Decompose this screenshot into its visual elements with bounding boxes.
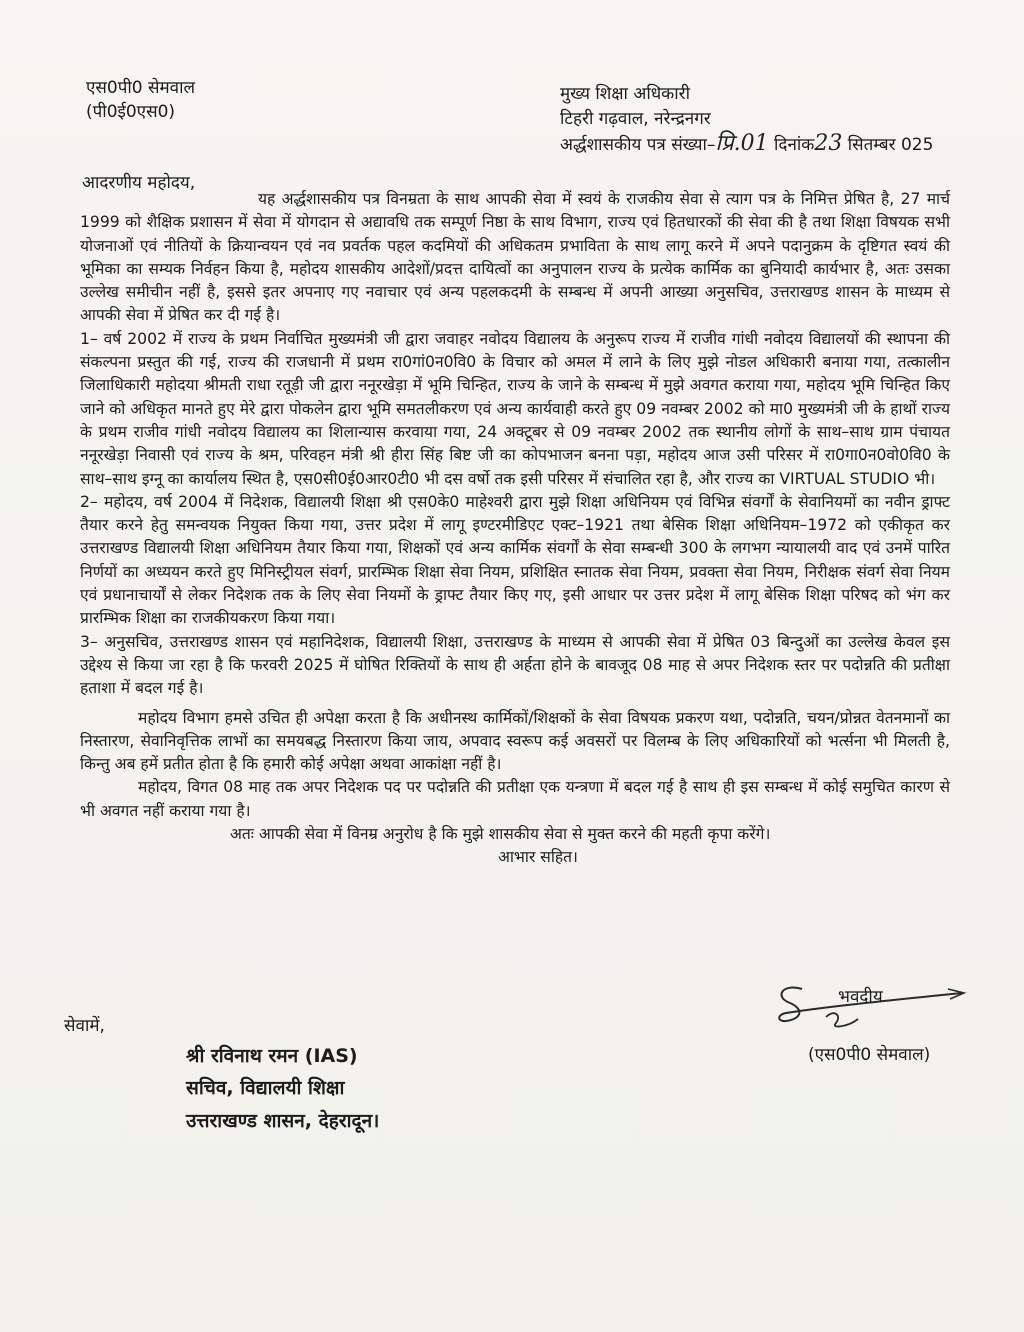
paragraph-point-3: 3– अनुसचिव, उत्तराखण्ड शासन एवं महानिदेशक, विद्यालयी शिक्षा, उत्तराखण्ड के माध्यम से आपकी सेवा में प्रेषित 03 बिन्दुओं का उल्लेख केवल इस उद्देश्य से किया जा रहा है कि फरवरी 2025 में घोषित रिक्तियों के साथ ही अर्हता होने के बावजूद 08 माह से अपर निदेशक स्तर पर पदोन्नति की प्रतीक्षा हताशा में बदल गई है। <box>80 632 950 698</box>
paragraph-promotion-wait: महोदय, विगत 08 माह तक अपर निदेशक पद पर पदोन्नति की प्रतीक्षा एक यन्त्रणा में बदल गई है साथ ही इस सम्बन्ध में कोई समुचित कारण से भी अवगत नहीं कराया गया है। <box>80 778 950 820</box>
paragraph-point-1: 1– वर्ष 2002 में राज्य के प्रथम निर्वाचित मुख्यमंत्री जी द्वारा जवाहर नवोदय विद्यालय के अनुरूप राज्य में राजीव गांधी नवोदय विद्यालयों की स्थापना की संकल्पना प्रस्तुत की गई, राज्य की राजधानी में प्रथम रा0गां0न0वि0 के विचार को अमल में लाने के लिए मुझे नोडल अधिकारी बनाया गया, तत्कालीन जिलाधिकारी महोदया श्रीमती राधा रतूड़ी जी द्वारा ननूरखेड़ा में भूमि चिन्हित, राज्य के जाने के सम्बन्ध में मुझे अवगत कराया गया, महोदय भूमि चिन्हित किए जाने को अधिकृत मानते हुए मेरे द्वारा पोकलेन द्वारा भूमि समतलीकरण एवं अन्य कार्यवाही करते हुए 09 नवम्बर 2002 को मा0 मुख्यमंत्री जी के हाथों राज्य के प्रथम राजीव गांधी नवोदय विद्यालय का शिलान्यास करवाया गया, 24 अक्टूबर से 09 नवम्बर 2002 तक स्थानीय लोगों के साथ–साथ ग्राम पंचायत ननूरखेड़ा निवासी एवं राज्य के श्रम, परिवहन मंत्री श्री हीरा सिंह बिष्ट जी का कोपभाजन बनना पड़ा, महोदय आज उसी परिसर में रा0गा0न0वो0वि0 के साथ–साथ इग्नू का कार्यालय स्थित है, एस0सी0ई0आर0टी0 भी दस वर्षो तक इसी परिसर में संचालित रहा है, और राज्य का VIRTUAL STUDIO भी। <box>80 329 950 488</box>
closing-line: आभार सहित। <box>498 848 578 867</box>
reference-line <box>560 132 933 157</box>
paragraph-request: अतः आपकी सेवा में विनम्र अनुरोध है कि मुझे शासकीय सेवा से मुक्त करने की महती कृपा करेंगे। <box>230 825 771 844</box>
ref-label: अर्द्धशासकीय पत्र संख्या– <box>560 135 716 155</box>
date-month-year: सितम्बर 025 <box>847 135 934 155</box>
paragraph-expectation: महोदय विभाग हमसे उचित ही अपेक्षा करता है कि अधीनस्थ कार्मिकों/शिक्षकों के सेवा विषयक प्रकरण यथा, पदोन्नति, चयन/प्रोन्नत वेतनमानों का निस्तारण, सेवानिवृत्तिक लाभों का समयबद्ध निस्तारण किया जाय, अपवाद स्वरूप कई अवसरों पर विलम्ब के लिए अधिकारियों को भर्त्सना भी मिलती है, किन्तु अब हमें प्रतीत होता है कि हमारी कोई अपेक्षा अथवा आकांक्षा नहीं है। <box>80 708 950 774</box>
sender-block <box>86 76 195 124</box>
sender-name: एस0पी0 सेमवाल <box>86 78 196 98</box>
office-header-block <box>560 82 933 157</box>
salutation: आदरणीय महोदय, <box>82 173 196 193</box>
addressee-office: उत्तराखण्ड शासन, देहरादून। <box>186 1110 380 1132</box>
paragraph-intro: यह अर्द्धशासकीय पत्र विनम्रता के साथ आपकी सेवा में स्वयं के राजकीय सेवा से त्याग पत्र के निमित्त प्रेषित है, 27 मार्च 1999 को शैक्षिक प्रशासन में सेवा में योगदान से अद्यावधि तक सम्पूर्ण निष्ठा के साथ विभाग, राज्य एवं हितधारकों की सेवा की है तथा शिक्षा विषयक सभी योजनाओं एवं नीतियों के क्रियान्वयन एवं नव प्रवर्तक पहल कदमियों की अधिकतम प्रभाविता के साथ लागू करने में अपने पदानुक्रम के दृष्टिगत स्वयं की भूमिका का सम्यक निर्वहन किया है, महोदय शासकीय आदेशों/प्रदत्त दायित्वों का अनुपालन राज्य के प्रत्येक कार्मिक का बुनियादी कार्यभार है, अतः उसका उल्लेख समीचीन नहीं है, इससे इतर अपनाए गए नवाचार एवं अन्य पहलकदमी के सम्बन्ध में अपनी आख्या अनुसचिव, उत्तराखण्ड शासन के माध्यम से आपकी सेवा में प्रेषित कर दी गई है। <box>80 190 950 325</box>
sender-designation: (पी0ई0एस0) <box>86 102 176 122</box>
letter-body <box>80 188 950 870</box>
office-title: मुख्य शिक्षा अधिकारी <box>560 84 690 104</box>
office-location: टिहरी गढ़वाल, नरेन्द्रनगर <box>560 109 711 129</box>
addressee-name: श्री रविनाथ रमन (IAS) <box>186 1045 358 1067</box>
ref-number-handwritten: प्रि.01 <box>715 131 769 156</box>
signatory-name: (एस0पी0 सेमवाल) <box>808 1045 931 1065</box>
addressee-designation: सचिव, विद्यालयी शिक्षा <box>186 1077 345 1099</box>
to-label: सेवामें, <box>64 1016 105 1036</box>
closing-salutation: भवदीय <box>838 987 883 1007</box>
paragraph-point-2: 2– महोदय, वर्ष 2004 में निदेशक, विद्यालयी शिक्षा श्री एस0के0 माहेश्वरी द्वारा मुझे शिक्षा अधिनियम एवं विभिन्न संवर्गों के सेवानियमों का नवीन ड्राफ्ट तैयार करने हेतु समन्वयक नियुक्त किया गया, उत्तर प्रदेश में लागू इण्टरमीडिएट एक्ट–1921 तथा बेसिक शिक्षा अधिनियम–1972 को एकीकृत कर उत्तराखण्ड विद्यालयी शिक्षा अधिनियम तैयार किया गया, शिक्षकों एवं अन्य कार्मिक संवर्गों के सेवा सम्बन्धी 300 के लगभग न्यायालयी वाद एवं उनमें पारित निर्णयों का अध्ययन करते हुए मिनिस्ट्रीयल संवर्ग, प्रारम्भिक शिक्षा सेवा नियम, प्रशिक्षित स्नातक सेवा नियम, प्रवक्ता सेवा नियम, निरीक्षक संवर्ग सेवा नियम एवं प्रधानाचार्यों से लेकर निदेशक तक के लिए सेवा नियमों के ड्राफ्ट तैयार किए गए, इसी आधार पर उत्तर प्रदेश में लागू बेसिक शिक्षा परिषद को भंग कर प्रारम्भिक शिक्षा का राजकीयकरण किया गया। <box>80 492 950 628</box>
date-label: दिनांक <box>774 135 815 155</box>
date-day-handwritten: 23 <box>814 131 843 156</box>
